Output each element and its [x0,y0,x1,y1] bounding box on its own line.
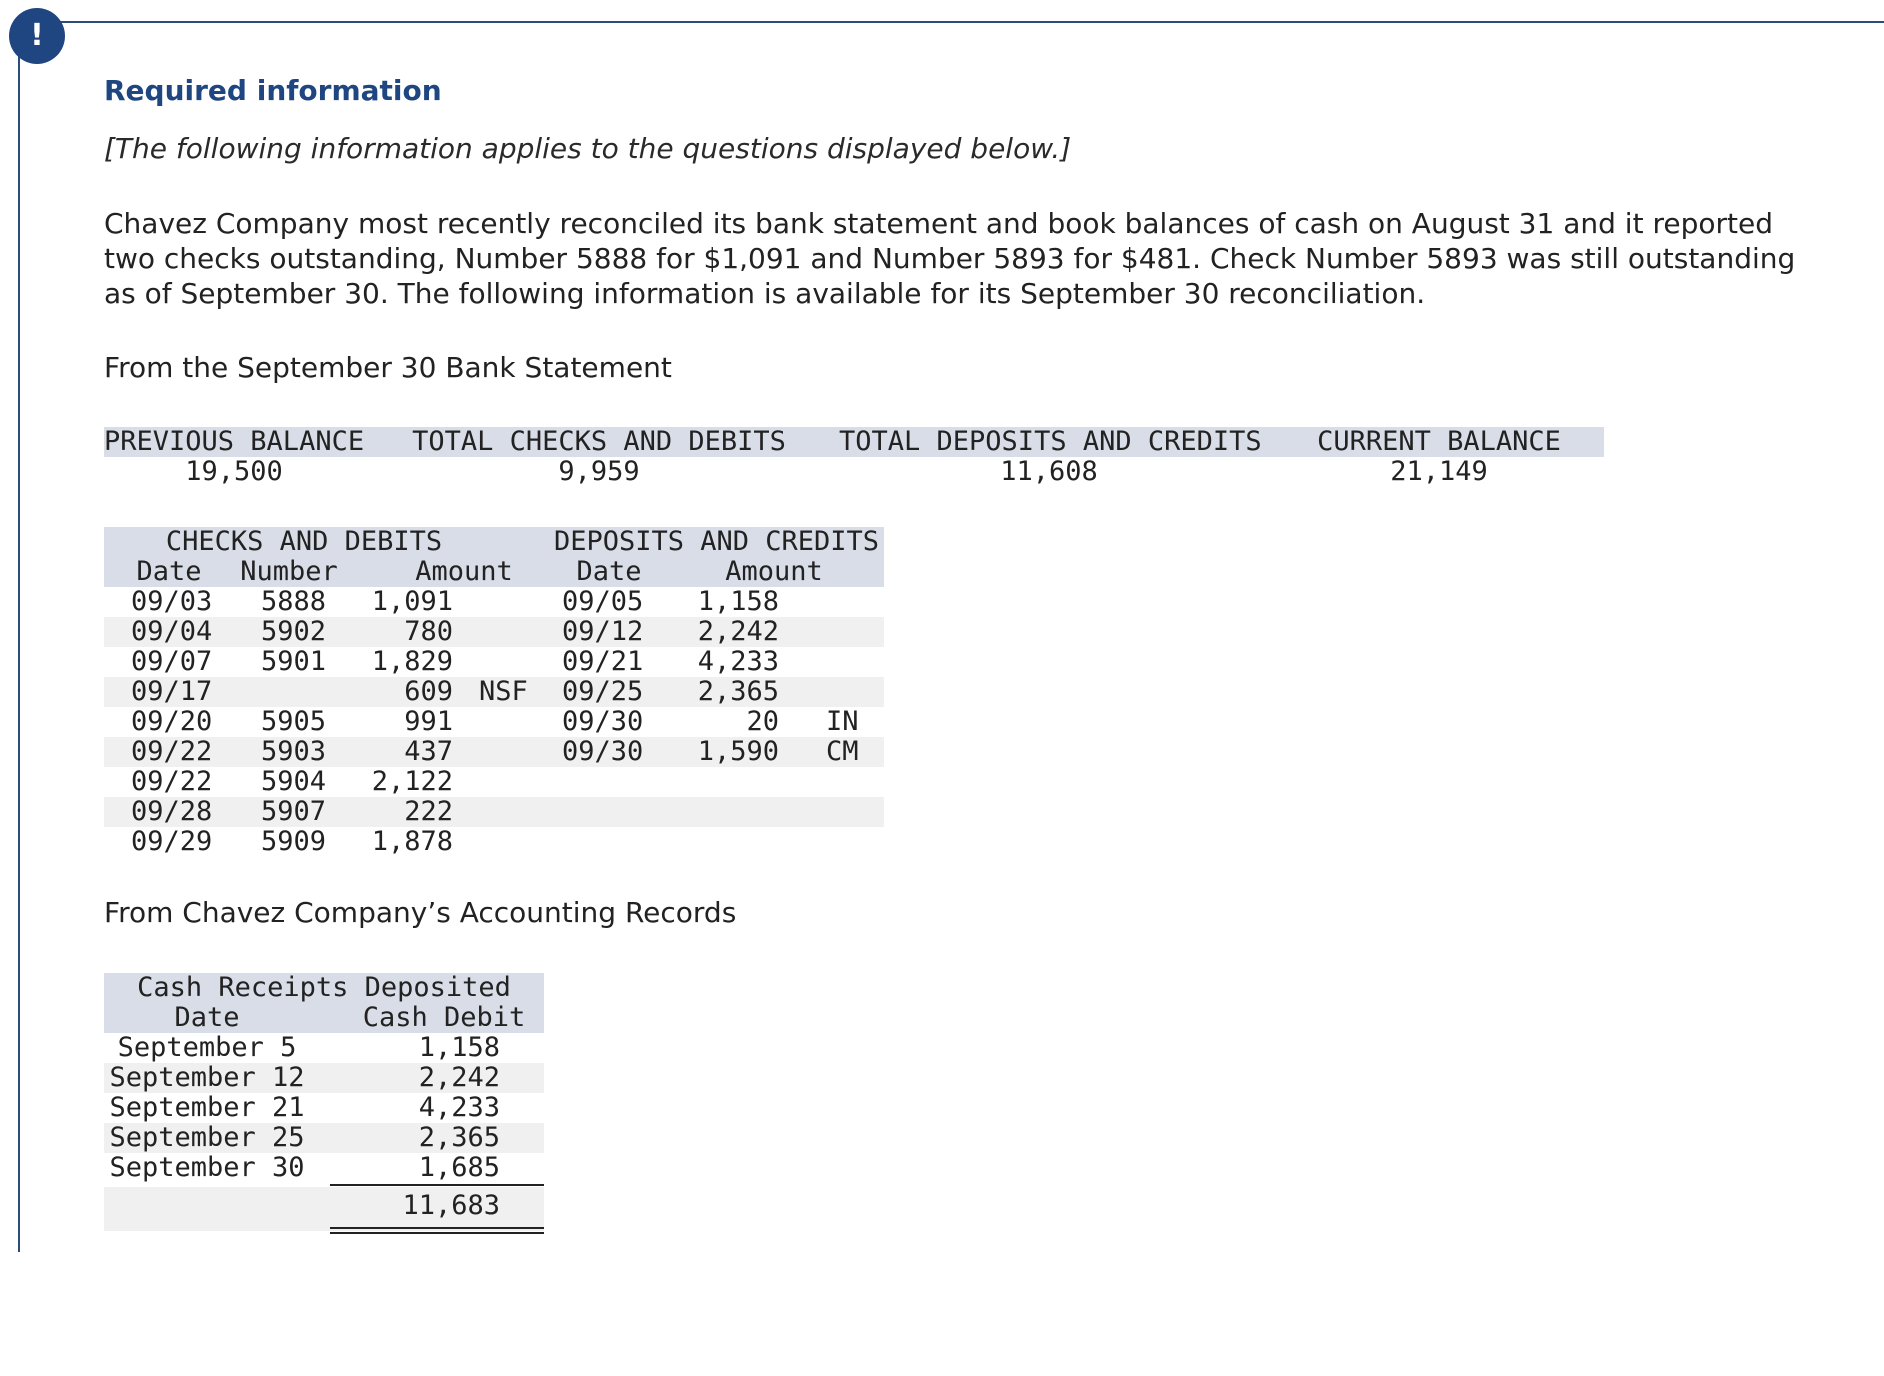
header-rule [30,21,1884,23]
col-date: Date [136,556,202,587]
deposit-code [826,827,876,857]
check-note [479,827,534,857]
table-row [104,587,884,617]
deposit-date: 09/30 [562,706,644,737]
total-double-rule-bottom [330,1232,544,1234]
check-note [479,707,534,737]
table-row [104,827,884,857]
deposit-code: CM [826,736,859,767]
check-number: 5903 [260,736,326,767]
deposits-title: DEPOSITS AND CREDITS [553,526,880,557]
subtotal-rule [330,1184,544,1186]
table-row [104,737,884,767]
check-amount: 780 [404,616,453,647]
deposit-amount: 1,590 [697,736,779,767]
check-amount: 2,122 [371,766,453,797]
check-date: 09/22 [131,766,213,797]
deposit-amount [664,767,779,797]
check-amount: 437 [404,736,453,767]
deposit-code [826,677,876,707]
checks-deposits-title-row [104,527,884,557]
deposit-date: 09/12 [562,616,644,647]
check-number [234,677,326,707]
check-amount: 991 [404,706,453,737]
table-row [104,707,884,737]
summary-current-balance: 21,149 [1390,456,1488,487]
summary-header-labels [104,427,1604,457]
summary-previous-balance: 19,500 [185,456,283,487]
dep-col-amount: Amount [725,556,823,587]
summary-header-total-deposits: TOTAL DEPOSITS AND CREDITS [839,426,1262,457]
receipt-amount: 2,242 [418,1062,500,1093]
check-number: 5905 [260,706,326,737]
deposit-code [826,587,876,617]
deposit-amount: 4,233 [697,646,779,677]
check-date: 09/20 [131,706,213,737]
checks-deposits-column-row [104,557,884,587]
check-number: 5904 [260,766,326,797]
check-date: 09/07 [131,646,213,677]
receipt-date: September 21 [109,1092,305,1123]
check-number: 5901 [260,646,326,677]
deposit-amount [664,827,779,857]
dep-col-date: Date [576,556,642,587]
table-row [104,677,884,707]
check-number: 5909 [260,826,326,857]
table-row [104,1093,544,1123]
receipt-amount: 1,158 [418,1032,500,1063]
deposit-code: IN [826,706,859,737]
check-note [479,767,534,797]
col-amount: Amount [415,556,513,587]
check-date: 09/29 [131,826,213,857]
cash-receipts-table [104,973,544,1376]
summary-total-deposits: 11,608 [1000,456,1098,487]
check-date: 09/04 [131,616,213,647]
deposit-date: 09/05 [562,586,644,617]
check-amount: 609 [404,676,453,707]
summary-header-total-checks: TOTAL CHECKS AND DEBITS [412,426,786,457]
check-date: 09/03 [131,586,213,617]
deposit-amount: 2,365 [697,676,779,707]
deposit-date [562,767,652,797]
cash-receipts-title-row [104,973,544,1003]
summary-header-current-balance: CURRENT BALANCE [1317,426,1561,457]
check-amount: 1,091 [371,586,453,617]
receipt-amount: 4,233 [418,1092,500,1123]
summary-header-previous-balance: PREVIOUS BALANCE [104,426,365,457]
receipt-amount: 1,685 [418,1152,500,1183]
receipt-date: September 25 [109,1122,305,1153]
deposit-date [562,797,652,827]
deposit-date: 09/25 [562,676,644,707]
total-row [104,1187,544,1231]
deposit-code [826,767,876,797]
cash-receipts-title: Cash Receipts Deposited [137,972,511,1003]
cash-receipts-col-date: Date [174,1002,240,1033]
check-date: 09/17 [131,676,213,707]
check-number: 5907 [260,796,326,827]
left-rule [18,30,20,1252]
check-note [479,647,534,677]
deposit-code [826,797,876,827]
table-row [104,1063,544,1093]
deposit-date [562,827,652,857]
cash-receipts-col-amount: Cash Debit [362,1002,526,1033]
deposit-code [826,617,876,647]
receipt-amount: 2,365 [418,1122,500,1153]
required-information-heading: Required information [104,74,442,107]
bank-statement-title: From the September 30 Bank Statement [104,351,672,384]
check-note [479,737,534,767]
total-double-rule-top [330,1227,544,1229]
col-number: Number [240,556,338,587]
receipt-date: September 12 [109,1062,305,1093]
check-note: NSF [479,676,528,707]
problem-paragraph: Chavez Company most recently reconciled its bank statement and book balances of cash on August 31 and it reported two checks outstanding, Number 5888 for $1,091 and Number 5893 for $481. Check Number 5893 was still outstanding as of September 30. The following information is available for its September 30 reconciliation. [104,207,1796,310]
cash-receipts-column-row [104,1003,544,1033]
table-row [104,617,884,647]
deposit-date: 09/21 [562,646,644,677]
check-note [479,587,534,617]
receipt-date: September 5 [117,1032,297,1063]
table-row [104,1033,544,1063]
check-amount: 1,878 [371,826,453,857]
receipt-date: September 30 [109,1152,305,1183]
applies-note: [The following information applies to the questions displayed below.] [104,132,1072,165]
deposit-amount: 1,158 [697,586,779,617]
deposit-amount: 20 [746,706,779,737]
summary-total-checks: 9,959 [558,456,640,487]
deposit-date: 09/30 [562,736,644,767]
deposit-amount: 2,242 [697,616,779,647]
table-row [104,1153,544,1183]
table-row [104,1123,544,1153]
check-amount: 222 [404,796,453,827]
bank-summary-table [104,427,1604,487]
check-amount: 1,829 [371,646,453,677]
accounting-records-title: From Chavez Company’s Accounting Records [104,896,737,929]
check-number: 5902 [260,616,326,647]
check-note [479,617,534,647]
deposit-code [826,647,876,677]
checks-title: CHECKS AND DEBITS [165,526,443,557]
table-row [104,767,884,797]
summary-values [104,457,1604,487]
check-date: 09/22 [131,736,213,767]
table-row [104,647,884,677]
alert-icon: ! [9,8,65,64]
table-row [104,797,884,827]
deposit-amount [664,797,779,827]
check-number: 5888 [260,586,326,617]
check-note [479,797,534,827]
receipts-total: 11,683 [402,1190,500,1221]
check-date: 09/28 [131,796,213,827]
